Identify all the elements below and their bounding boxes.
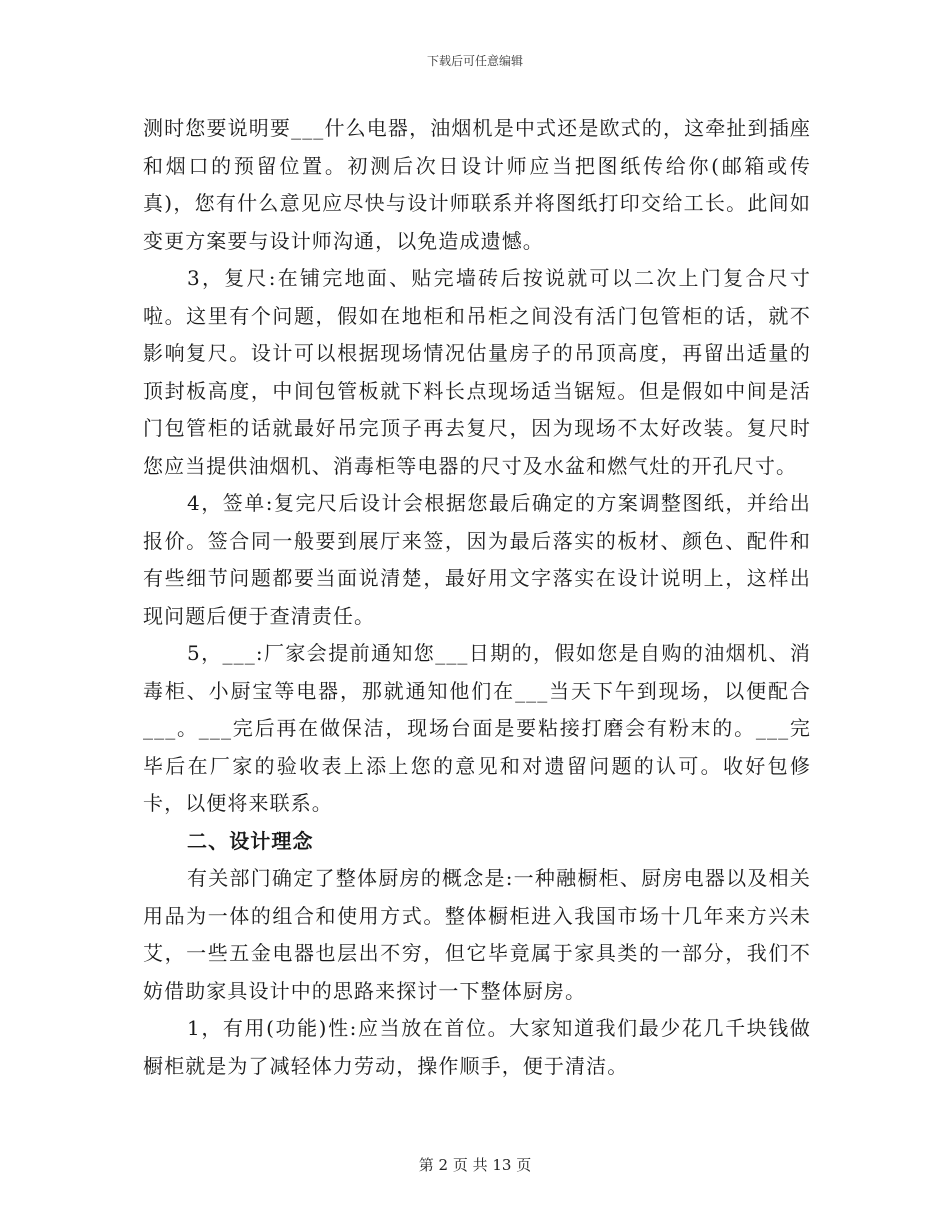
page-number: 第 2 页 共 13 页 xyxy=(418,1156,532,1174)
header-note: 下载后可任意编辑 xyxy=(426,54,523,68)
paragraph-4: 5，___:厂家会提前通知您___日期的，假如您是自购的油烟机、消毒柜、小厨宝等电器，那就通知他们在___当天下午到现场，以便配合___。___完后再在做保洁，现场台面是要粘接打磨会有粉末的。___完毕后在厂家的验收表上添上您的意见和对遗留问题的认可。收好包修卡，以便将来联系。 xyxy=(143,641,811,815)
document-body xyxy=(143,110,811,1085)
paragraph-6: 1，有用(功能)性:应当放在首位。大家知道我们最少花几千块钱做橱柜就是为了减轻体力劳动，操作顺手，便于清洁。 xyxy=(143,1016,811,1078)
paragraph-1: 测时您要说明要___什么电器，油烟机是中式还是欧式的，这牵扯到插座和烟口的预留位置。初测后次日设计师应当把图纸传给你(邮箱或传真)，您有什么意见应尽快与设计师联系并将图纸打印交给工长。此间如变更方案要与设计师沟通，以免造成遗憾。 xyxy=(143,116,811,253)
paragraph-5: 有关部门确定了整体厨房的概念是:一种融橱柜、厨房电器以及相关用品为一体的组合和使用方式。整体橱柜进入我国市场十几年来方兴未艾，一些五金电器也层出不穷，但它毕竟属于家具类的一部分，我们不妨借助家具设计中的思路来探讨一下整体厨房。 xyxy=(143,866,811,1003)
paragraph-3: 4，签单:复完尺后设计会根据您最后确定的方案调整图纸，并给出报价。签合同一般要到展厅来签，因为最后落实的板材、颜色、配件和有些细节问题都要当面说清楚，最好用文字落实在设计说明上，这样出现问题后便于查清责任。 xyxy=(143,491,811,628)
section-heading: 二、设计理念 xyxy=(187,828,314,853)
paragraph-2: 3，复尺:在铺完地面、贴完墙砖后按说就可以二次上门复合尺寸啦。这里有个问题，假如在地柜和吊柜之间没有活门包管柜的话，就不影响复尺。设计可以根据现场情况估量房子的吊顶高度，再留出适量的顶封板高度，中间包管板就下料长点现场适当锯短。但是假如中间是活门包管柜的话就最好吊完顶子再去复尺，因为现场不太好改装。复尺时您应当提供油烟机、消毒柜等电器的尺寸及水盆和燃气灶的开孔尺寸。 xyxy=(143,266,811,478)
